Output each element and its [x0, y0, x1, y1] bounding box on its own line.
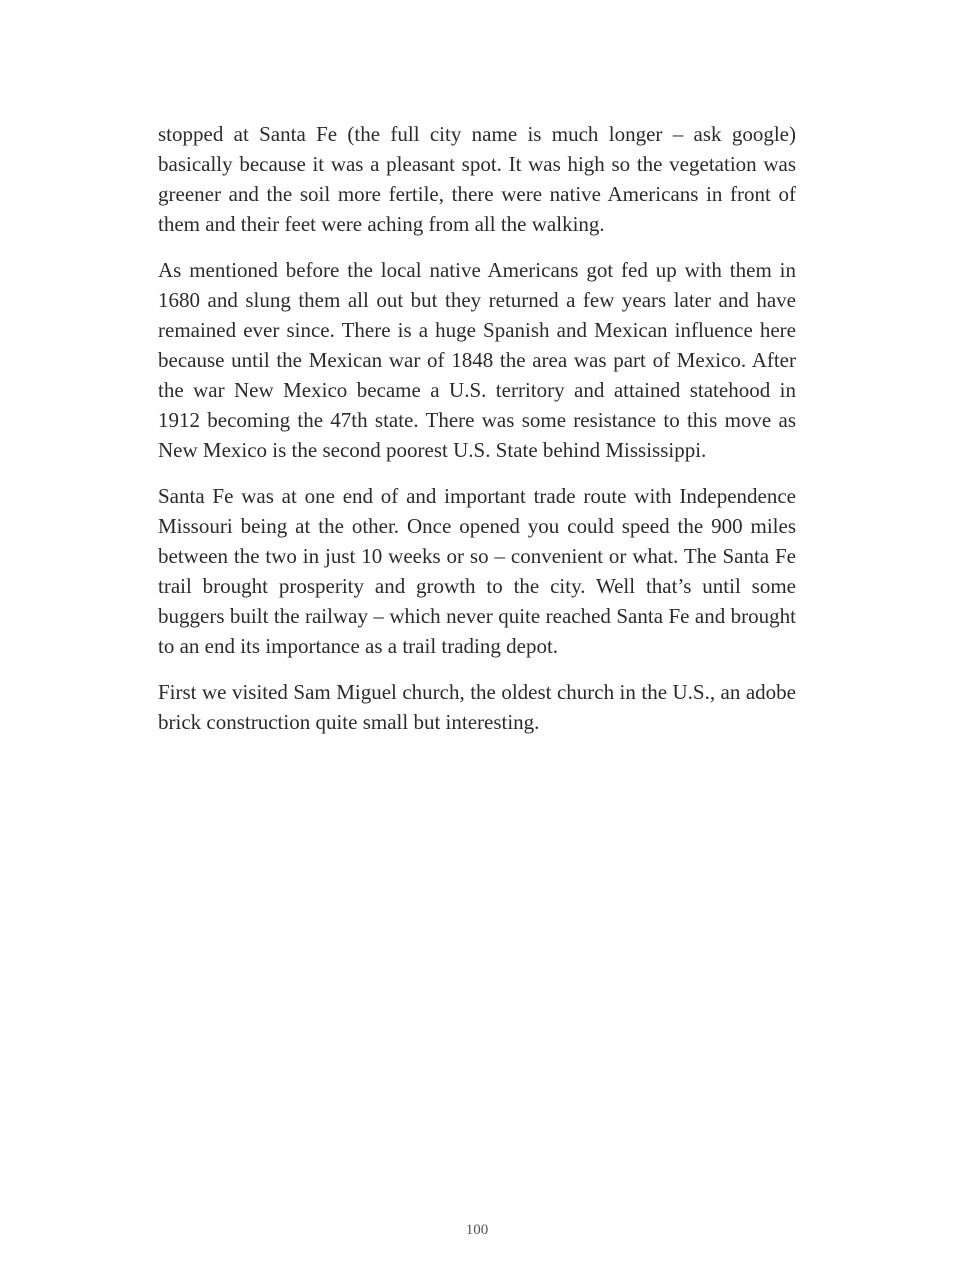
paragraph-history: As mentioned before the local native Americans got fed up with them in 1680 and slung them all out but they returned a few years later and have remained ever since. There is a huge Spanish and Mexican influence here because until the Mexican war of 1848 the area was part of Mexico. After the war New Mexico became a U.S. territory and attained statehood in 1912 becoming the 47th state. There was some resistance to this move as New Mexico is the second poorest U.S. State behind Mississippi.: [158, 258, 796, 462]
paragraph-trade-route: Santa Fe was at one end of and important trade route with Independence Missouri being at the other. Once opened you could speed the 900 miles between the two in just 10 weeks or so – convenient or what. The Santa Fe trail brought prosperity and growth to the city. Well that’s until some buggers built the railway – which never quite reached Santa Fe and brought to an end its importance as a trail trading depot.: [158, 484, 796, 658]
paragraph-santa-fe-stop: stopped at Santa Fe (the full city name is much longer – ask google) basically because it was a pleasant spot. It was high so the vegetation was greener and the soil more fertile, there were native Americans in front of them and their feet were aching from all the walking.: [158, 122, 796, 236]
paragraph-san-miguel-church: First we visited Sam Miguel church, the oldest church in the U.S., an adobe brick construction quite small but interesting.: [158, 680, 796, 734]
body-text: [158, 119, 796, 753]
page-number: 100: [465, 1222, 489, 1238]
